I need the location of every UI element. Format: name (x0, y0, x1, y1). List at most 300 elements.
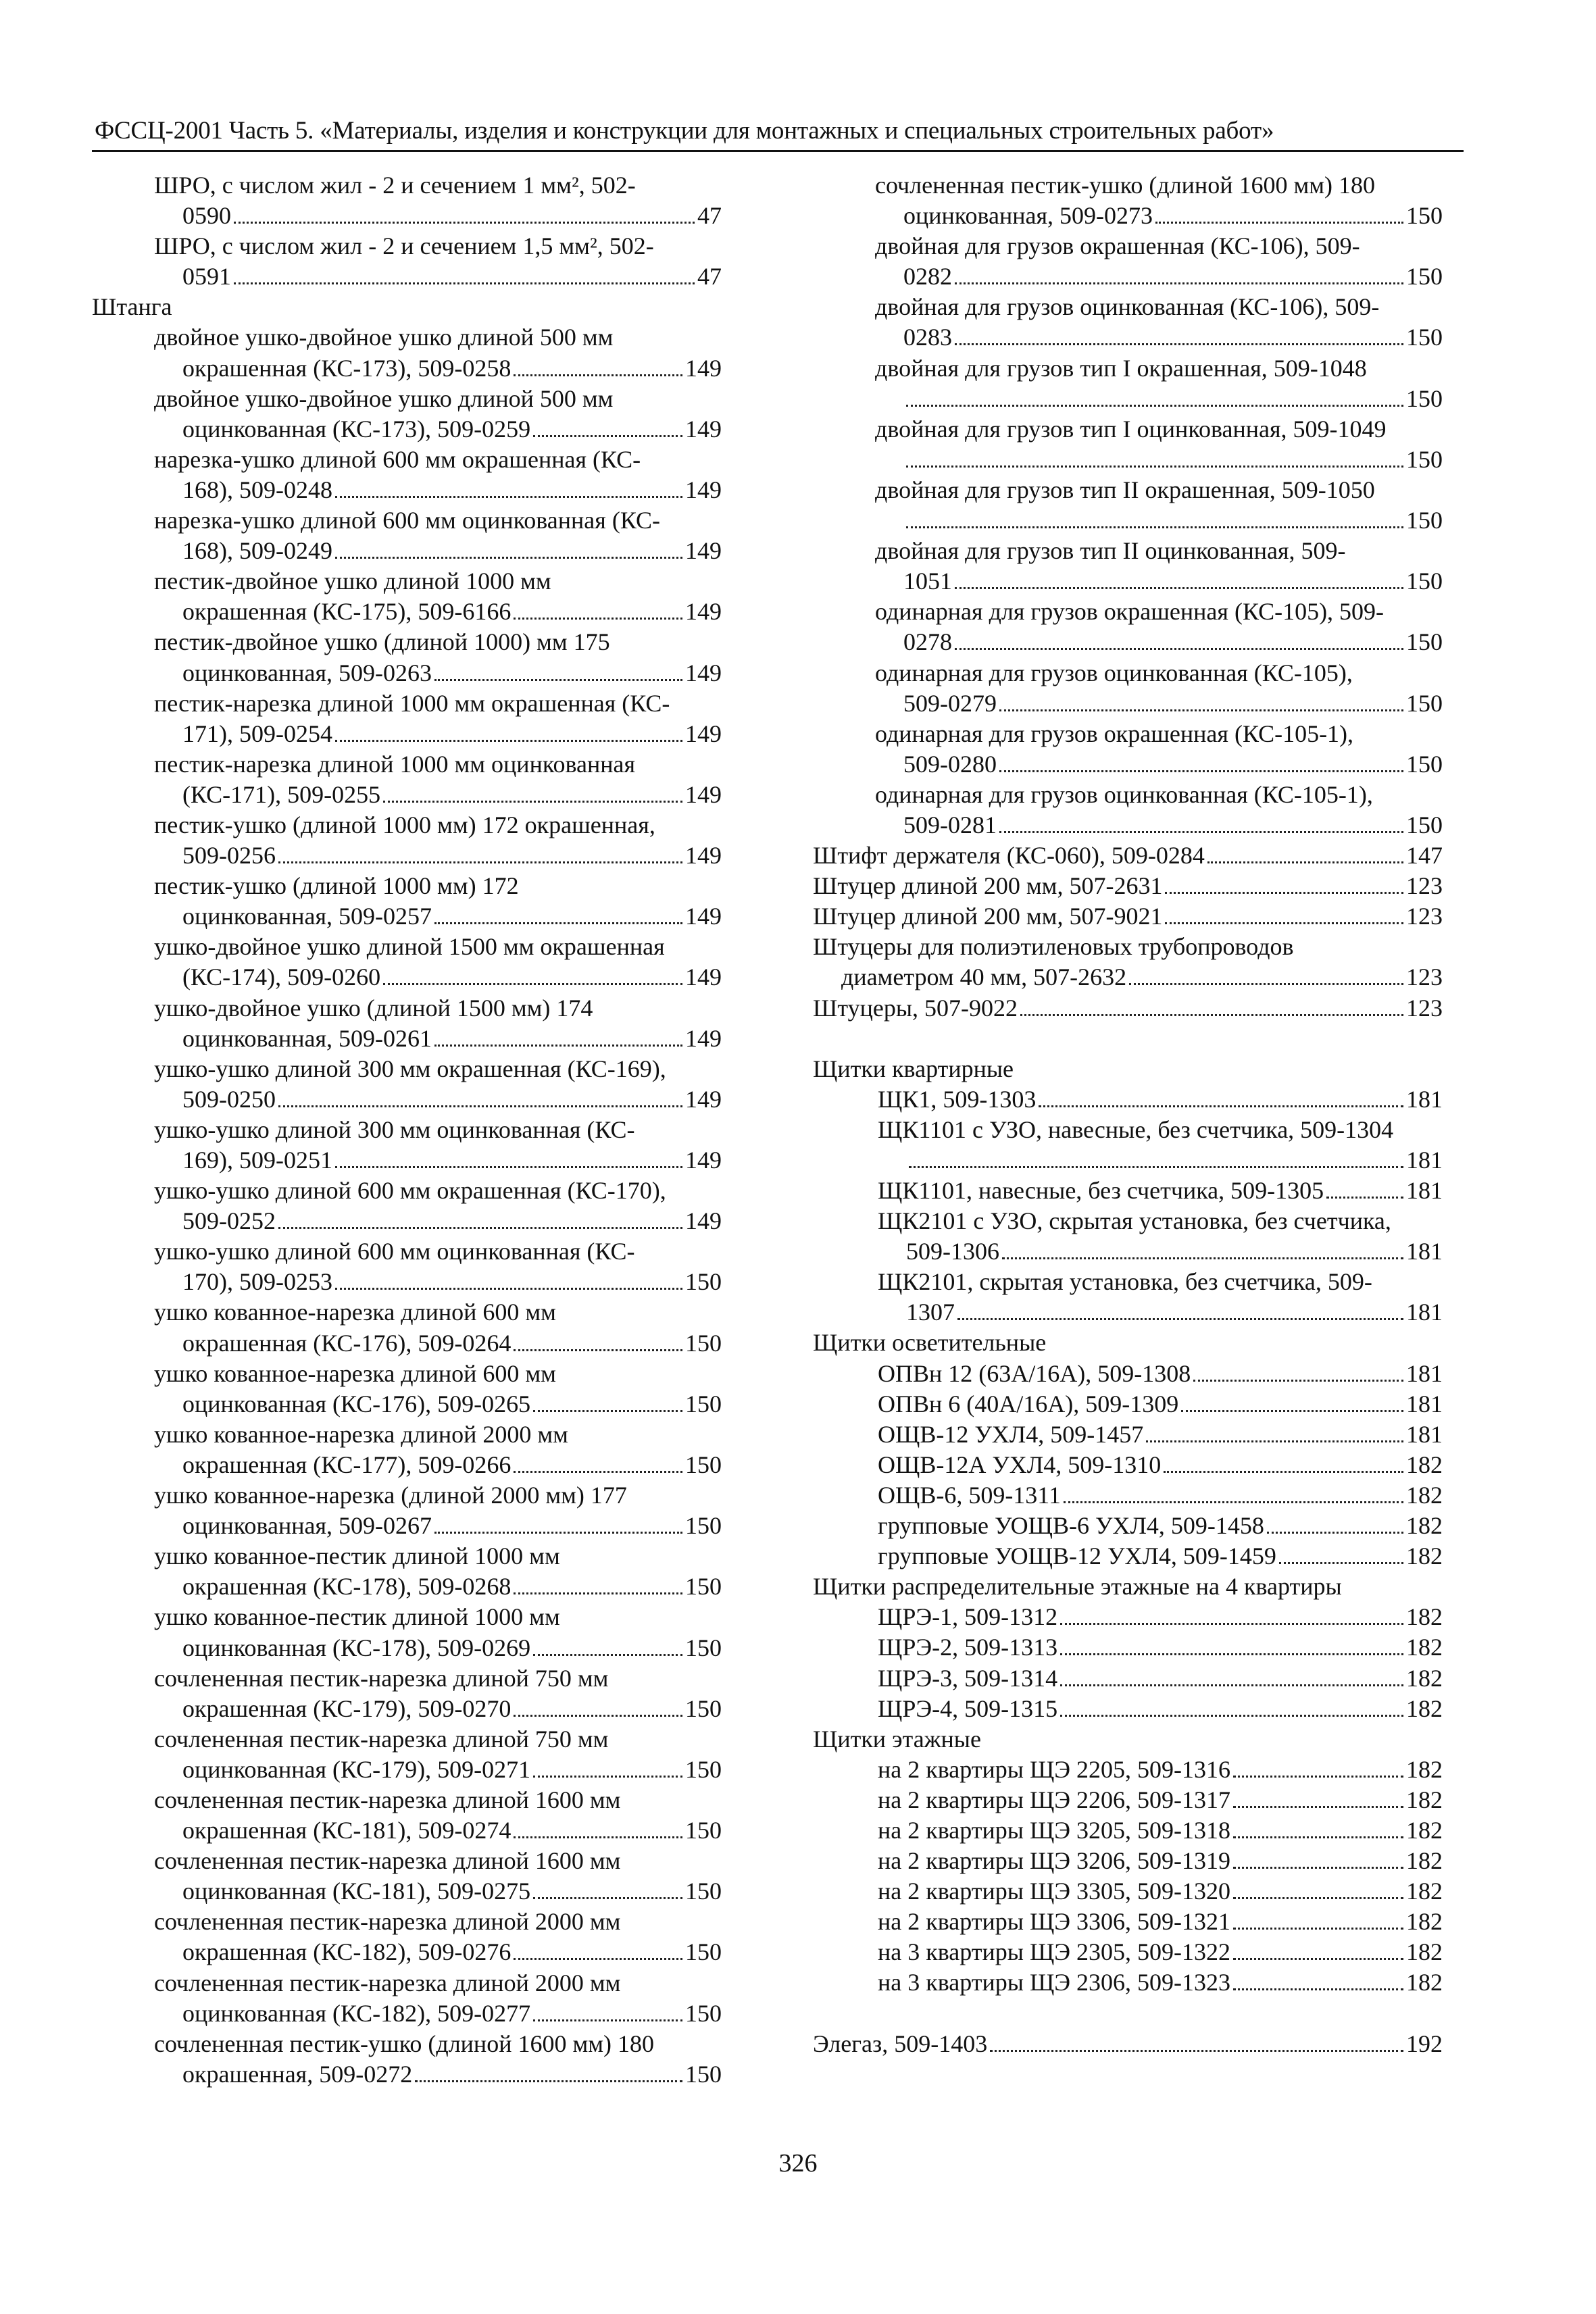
entry-last-line (878, 1419, 1443, 1450)
dot-leader (999, 831, 1403, 833)
entry-text-line: двойная для грузов тип II окрашенная, 509-1050 (875, 476, 1375, 503)
page-reference: 150 (1406, 689, 1443, 717)
page-reference: 149 (685, 963, 722, 991)
dot-leader (533, 1654, 682, 1656)
page-reference: 150 (1406, 324, 1443, 351)
entry-text-line: ушко-ушко длиной 300 мм оцинкованная (КС- (154, 1115, 635, 1143)
entry-text-line: ушко кованное-нарезка длиной 600 мм (154, 1359, 556, 1387)
entry-text-line: пестик-двойное ушко длиной 1000 мм (154, 568, 551, 595)
entry-text-line: на 2 квартиры ЩЭ 3305, 509-1320 (878, 1878, 1231, 1905)
entry-last-line (154, 1206, 722, 1236)
page-reference: 149 (685, 415, 722, 443)
index-entry (92, 1176, 722, 1236)
index-entry (813, 414, 1443, 475)
entry-last-line (154, 1267, 722, 1297)
entry-text-line: сочлененная пестик-ушко (длиной 1600 мм) 180 (875, 172, 1376, 199)
entry-last-line (878, 1967, 1443, 1998)
index-entry (813, 475, 1443, 536)
entry-text-line: окрашенная (КС-175), 509-6166 (182, 598, 512, 626)
entry-text-line: Штуцер длиной 200 мм, 507-2631 (813, 872, 1163, 900)
index-entry (813, 1176, 1443, 1206)
entry-text-line: диаметром 40 мм, 507-2632 (841, 963, 1127, 991)
dot-leader (1164, 1471, 1403, 1473)
index-entry (92, 1968, 722, 2029)
page-reference: 182 (1406, 1512, 1443, 1540)
entry-text-line: ЩРЭ-4, 509-1315 (878, 1694, 1058, 1722)
entry-last-line (154, 1328, 722, 1359)
page-reference: 181 (1406, 1177, 1443, 1204)
entry-last-line (878, 1084, 1443, 1115)
dot-leader (955, 587, 1403, 589)
index-entry (813, 1602, 1443, 1632)
entry-text-line: ушко-ушко длиной 600 мм окрашенная (КС-170), (154, 1177, 666, 1205)
page-reference: 149 (685, 1147, 722, 1174)
entry-text-line: окрашенная (КС-181), 509-0274 (182, 1817, 512, 1844)
heading-text: Щитки квартирные (813, 1055, 1014, 1082)
index-heading (813, 1328, 1443, 1358)
page-reference: 182 (1406, 1816, 1443, 1844)
entry-last-line (875, 445, 1443, 475)
index-entry (813, 780, 1443, 840)
entry-text-line: оцинкованная, 509-0263 (182, 659, 432, 686)
dot-leader (1326, 1197, 1403, 1199)
page-reference: 149 (685, 598, 722, 626)
entry-text-line: 169), 509-0251 (182, 1147, 332, 1174)
page-reference: 150 (685, 1573, 722, 1601)
index-entry (813, 719, 1443, 780)
entry-last-line (878, 1937, 1443, 1967)
dot-leader (434, 679, 682, 681)
page-reference: 150 (685, 1390, 722, 1417)
page-reference: 150 (1406, 568, 1443, 595)
entry-last-line (154, 1389, 722, 1419)
entry-last-line (878, 1602, 1443, 1632)
page-reference: 181 (1406, 1146, 1443, 1174)
index-entry (813, 1480, 1443, 1511)
entry-text-line: Штуцер длиной 200 мм, 507-9021 (813, 903, 1163, 930)
entry-text-line: двойная для грузов тип II оцинкованная, 509- (875, 537, 1346, 565)
entry-text-line: одинарная для грузов оцинкованная (КС-105-1), (875, 780, 1373, 808)
index-entry (92, 445, 722, 505)
page-reference: 150 (685, 1817, 722, 1844)
index-heading (92, 292, 722, 322)
index-entry (813, 1389, 1443, 1419)
index-entry (92, 1359, 722, 1419)
dot-leader (1060, 1684, 1403, 1686)
entry-last-line (154, 536, 722, 566)
entry-text-line: сочлененная пестик-ушко (длиной 1600 мм) 180 (154, 2030, 655, 2057)
index-heading (813, 1724, 1443, 1755)
entry-text-line: двойная для грузов тип I оцинкованная, 509-1049 (875, 415, 1387, 443)
entry-text-line: 0591 (182, 263, 231, 291)
index-entry (813, 993, 1443, 1024)
entry-text-line: пестик-нарезка длиной 1000 мм окрашенная (КС- (154, 689, 670, 717)
page-reference: 150 (685, 1999, 722, 2027)
dot-leader (1193, 1380, 1403, 1382)
page-reference: 182 (1406, 1481, 1443, 1509)
dot-leader (1146, 1440, 1403, 1442)
page-reference: 149 (685, 903, 722, 930)
entry-text-line: групповые УОЩВ-12 УХЛ4, 509-1459 (878, 1542, 1276, 1570)
index-entry (813, 1876, 1443, 1907)
entry-text-line: оцинкованная (КС-179), 509-0271 (182, 1755, 531, 1783)
entry-text-line: 509-0281 (903, 811, 997, 838)
entry-text-line: ОПВн 12 (63А/16А), 509-1308 (878, 1359, 1191, 1387)
dot-leader (1060, 1653, 1403, 1655)
entry-text-line: ушко-двойное ушко (длиной 1500 мм) 174 (154, 994, 593, 1022)
entry-last-line (154, 1755, 722, 1785)
dot-leader (514, 374, 682, 376)
entry-text-line: оцинкованная (КС-181), 509-0275 (182, 1878, 531, 1905)
dot-leader (514, 1592, 682, 1594)
dot-leader (1207, 861, 1403, 863)
index-entry (92, 1785, 722, 1846)
page-reference: 150 (1406, 445, 1443, 473)
index-entry (92, 932, 722, 992)
index-entry (813, 1846, 1443, 1876)
page-reference: 123 (1406, 872, 1443, 900)
entry-text-line: групповые УОЩВ-6 УХЛ4, 509-1458 (878, 1512, 1264, 1540)
entry-text-line: 0590 (182, 202, 231, 230)
dot-leader (1165, 922, 1403, 924)
entry-text-line: Штифт держателя (КС-060), 509-0284 (813, 842, 1205, 870)
entry-last-line (878, 1145, 1443, 1176)
entry-text-line: 509-0252 (182, 1207, 276, 1235)
entry-text-line: 0282 (903, 263, 952, 291)
dot-leader (1233, 1776, 1403, 1778)
entry-last-line (154, 1937, 722, 1967)
dot-leader (1155, 222, 1403, 224)
entry-text-line: 1051 (903, 568, 952, 595)
page-reference: 182 (1406, 1969, 1443, 1996)
index-entry (813, 170, 1443, 231)
entry-text-line: ОЩВ-12А УХЛ4, 509-1310 (878, 1451, 1162, 1478)
index-entry (813, 1663, 1443, 1694)
dot-leader (1279, 1562, 1403, 1564)
entry-last-line (813, 962, 1443, 992)
page-reference: 150 (685, 1268, 722, 1296)
index-entry (813, 1785, 1443, 1815)
dot-leader (533, 1897, 682, 1899)
entry-text-line: двойное ушко-двойное ушко длиной 500 мм (154, 324, 614, 351)
entry-last-line (878, 1694, 1443, 1724)
entry-last-line (154, 1571, 722, 1602)
page-reference: 182 (1406, 1664, 1443, 1692)
dot-leader (1060, 1623, 1403, 1625)
index-entry (813, 871, 1443, 901)
entry-last-line (878, 1846, 1443, 1876)
page-reference: 182 (1406, 1634, 1443, 1661)
index-entry (92, 749, 722, 810)
entry-last-line (813, 993, 1443, 1024)
dot-leader (383, 801, 682, 803)
entry-text-line: ушко кованное-пестик длиной 1000 мм (154, 1542, 560, 1570)
dot-leader (906, 526, 1403, 528)
dot-leader (1002, 1257, 1403, 1259)
entry-text-line: ЩРЭ-2, 509-1313 (878, 1634, 1058, 1661)
entry-text-line: окрашенная (КС-179), 509-0270 (182, 1694, 512, 1722)
index-entry (92, 505, 722, 566)
entry-text-line: оцинкованная, 509-0261 (182, 1024, 432, 1052)
index-entry (813, 2029, 1443, 2059)
dot-leader (434, 922, 682, 924)
entry-text-line: ЩК1101 с УЗО, навесные, без счетчика, 509-1304 (878, 1115, 1394, 1143)
page-reference: 123 (1406, 963, 1443, 991)
entry-text-line: пестик-ушко (длиной 1000 мм) 172 окрашенная, (154, 811, 655, 838)
entry-text-line: ЩРЭ-3, 509-1314 (878, 1664, 1058, 1692)
header-divider (92, 150, 1464, 152)
entry-last-line (878, 1511, 1443, 1541)
dot-leader (1233, 1897, 1403, 1899)
page-reference: 181 (1406, 1420, 1443, 1448)
dot-leader (1233, 1958, 1403, 1960)
entry-text-line: оцинкованная, 509-0273 (903, 202, 1153, 230)
entry-text-line: двойная для грузов оцинкованная (КС-106), 509- (875, 293, 1380, 321)
entry-last-line (878, 1297, 1443, 1328)
page-reference: 149 (685, 842, 722, 870)
index-entry (813, 353, 1443, 414)
entry-text-line: (КС-171), 509-0255 (182, 780, 381, 808)
entry-text-line: 509-0280 (903, 750, 997, 778)
dot-leader (335, 1288, 682, 1290)
dot-leader (1129, 983, 1403, 985)
index-entry (813, 840, 1443, 871)
entry-text-line: на 2 квартиры ЩЭ 3206, 509-1319 (878, 1847, 1231, 1875)
entry-text-line: одинарная для грузов оцинкованная (КС-105), (875, 659, 1353, 686)
dot-leader (514, 1349, 682, 1351)
page-reference: 150 (685, 1878, 722, 1905)
dot-leader (1064, 1501, 1403, 1503)
index-entry (813, 1694, 1443, 1724)
index-entry (92, 231, 722, 292)
page-reference: 192 (1406, 2030, 1443, 2057)
index-entry (92, 1602, 722, 1663)
index-entry (92, 322, 722, 383)
index-entry (92, 627, 722, 688)
page-reference: 150 (1406, 628, 1443, 656)
entry-text-line: ШРО, с числом жил - 2 и сечением 1,5 мм², 502- (154, 232, 654, 260)
index-entry (813, 1267, 1443, 1328)
entry-text-line: ЩК1, 509-1303 (878, 1085, 1037, 1113)
index-entry (92, 1480, 722, 1541)
page-reference: 149 (685, 720, 722, 747)
dot-leader (434, 1045, 682, 1047)
dot-leader (906, 405, 1403, 407)
dot-leader (434, 1532, 682, 1534)
dot-leader (999, 709, 1403, 711)
entry-last-line (875, 566, 1443, 597)
page-number: 326 (778, 2149, 818, 2178)
dot-leader (1060, 1715, 1403, 1717)
page-reference: 150 (685, 1329, 722, 1357)
index-entry (92, 871, 722, 932)
index-gap (813, 1024, 1443, 1054)
entry-text-line: на 3 квартиры ЩЭ 2305, 509-1322 (878, 1938, 1231, 1966)
index-entry (92, 1663, 722, 1724)
entry-text-line: ушко кованное-нарезка длиной 2000 мм (154, 1420, 568, 1448)
page-reference: 147 (1406, 842, 1443, 870)
entry-text-line: на 2 квартиры ЩЭ 2205, 509-1316 (878, 1755, 1231, 1783)
page-reference: 47 (697, 263, 722, 291)
index-entry (92, 566, 722, 627)
entry-last-line (878, 1876, 1443, 1907)
page-reference: 149 (685, 1207, 722, 1235)
page-reference: 150 (685, 1755, 722, 1783)
entry-last-line (878, 1663, 1443, 1694)
entry-text-line: 509-1306 (906, 1238, 999, 1265)
entry-text-line: (КС-174), 509-0260 (182, 963, 381, 991)
page-reference: 182 (1406, 1755, 1443, 1783)
entry-text-line: оцинкованная (КС-176), 509-0265 (182, 1390, 531, 1417)
entry-text-line: окрашенная (КС-173), 509-0258 (182, 354, 512, 382)
page-reference: 149 (685, 780, 722, 808)
page-reference: 150 (685, 1451, 722, 1478)
index-entry (813, 1419, 1443, 1450)
dot-leader (1267, 1532, 1403, 1534)
index-gap (813, 1998, 1443, 2029)
entry-text-line: ОЩВ-6, 509-1311 (878, 1481, 1061, 1509)
entry-last-line (154, 1511, 722, 1541)
entry-text-line: ушко кованное-нарезка (длиной 2000 мм) 177 (154, 1482, 627, 1509)
entry-text-line: сочлененная пестик-нарезка длиной 750 мм (154, 1664, 609, 1692)
heading-text: Штанга (92, 293, 172, 321)
page-reference: 149 (685, 659, 722, 686)
page-reference: 123 (1406, 903, 1443, 930)
dot-leader (909, 1166, 1403, 1168)
entry-last-line (154, 353, 722, 384)
entry-text-line: окрашенная (КС-176), 509-0264 (182, 1329, 512, 1357)
index-entry (813, 292, 1443, 353)
index-entry (92, 993, 722, 1054)
index-entry (813, 1084, 1443, 1115)
entry-last-line (154, 1450, 722, 1480)
dot-leader (906, 466, 1403, 468)
dot-leader (533, 1410, 682, 1412)
index-entry (813, 1206, 1443, 1267)
dot-leader (990, 2050, 1403, 2052)
index-entry (813, 1815, 1443, 1846)
page-reference: 150 (685, 1694, 722, 1722)
page-reference: 182 (1406, 1451, 1443, 1478)
dot-leader (999, 770, 1403, 772)
entry-last-line (875, 810, 1443, 840)
entry-text-line: окрашенная (КС-178), 509-0268 (182, 1573, 512, 1601)
dot-leader (514, 1471, 682, 1473)
entry-last-line (878, 1907, 1443, 1937)
dot-leader (1233, 1806, 1403, 1808)
dot-leader (514, 618, 682, 620)
page-reference: 181 (1406, 1299, 1443, 1326)
page-reference: 150 (1406, 384, 1443, 412)
index-entry (92, 170, 722, 231)
entry-text-line: одинарная для грузов окрашенная (КС-105), 509- (875, 598, 1385, 626)
page-reference: 181 (1406, 1359, 1443, 1387)
index-entry (813, 1359, 1443, 1389)
entry-last-line (875, 688, 1443, 719)
entry-text-line: на 2 квартиры ЩЭ 2206, 509-1317 (878, 1786, 1231, 1813)
entry-last-line (154, 201, 722, 231)
entry-text-line: ушко кованное-нарезка длиной 600 мм (154, 1299, 556, 1326)
dot-leader (335, 496, 682, 498)
entry-last-line (154, 1694, 722, 1724)
page-reference: 149 (685, 1024, 722, 1052)
page-reference: 150 (685, 1938, 722, 1966)
entry-text-line: ушко-ушко длиной 300 мм окрашенная (КС-169), (154, 1055, 666, 1082)
entry-text-line: Элегаз, 509-1403 (813, 2030, 988, 2057)
entry-text-line: сочлененная пестик-нарезка длиной 2000 мм (154, 1908, 621, 1936)
page-reference: 182 (1406, 1938, 1443, 1966)
index-entry (813, 658, 1443, 719)
index-entry (92, 1297, 722, 1358)
entry-text-line: пестик-двойное ушко (длиной 1000) мм 175 (154, 628, 610, 656)
index-heading (813, 1571, 1443, 1602)
entry-last-line (813, 871, 1443, 901)
entry-last-line (813, 901, 1443, 932)
entry-text-line: ЩК2101 с УЗО, скрытая установка, без счетчика, (878, 1207, 1391, 1235)
entry-text-line: нарезка-ушко длиной 600 мм окрашенная (КС- (154, 445, 641, 473)
page-reference: 181 (1406, 1085, 1443, 1113)
page-reference: 182 (1406, 1542, 1443, 1570)
entry-text-line: 1307 (906, 1299, 955, 1326)
entry-text-line: пестик-нарезка длиной 1000 мм оцинкованная (154, 750, 636, 778)
index-entry (813, 901, 1443, 932)
heading-text: Щитки этажные (813, 1725, 981, 1753)
entry-text-line: 168), 509-0248 (182, 476, 332, 503)
entry-last-line (154, 1815, 722, 1846)
entry-last-line (878, 1755, 1443, 1785)
entry-text-line: оцинкованная, 509-0267 (182, 1512, 432, 1540)
entry-text-line: Штуцеры для полиэтиленовых трубопроводов (813, 933, 1294, 961)
entry-last-line (875, 322, 1443, 353)
dot-leader (957, 1318, 1403, 1320)
index-entry (92, 1724, 722, 1785)
index-entry (813, 1541, 1443, 1571)
page-reference: 182 (1406, 1603, 1443, 1631)
entry-last-line (154, 1145, 722, 1176)
entry-text-line: на 2 квартиры ЩЭ 3205, 509-1318 (878, 1816, 1231, 1844)
entry-last-line (154, 597, 722, 627)
index-entry (92, 1054, 722, 1115)
index-entry (92, 1236, 722, 1297)
entry-last-line (875, 627, 1443, 657)
entry-text-line: оцинкованная, 509-0257 (182, 903, 432, 930)
dot-leader (533, 435, 682, 437)
entry-last-line (154, 1998, 722, 2029)
entry-last-line (154, 2059, 722, 2090)
entry-last-line (154, 1876, 722, 1907)
entry-text-line: окрашенная (КС-177), 509-0266 (182, 1451, 512, 1478)
dot-leader (278, 1227, 682, 1229)
entry-text-line: 509-0256 (182, 842, 276, 870)
entry-last-line (878, 1815, 1443, 1846)
entry-last-line (813, 2029, 1443, 2059)
page-reference: 150 (1406, 507, 1443, 534)
page-reference: 150 (1406, 811, 1443, 838)
entry-text-line: ушко-двойное ушко длиной 1500 мм окрашенная (154, 933, 665, 961)
page-reference: 150 (1406, 202, 1443, 230)
index-entry (92, 1419, 722, 1480)
entry-last-line (154, 840, 722, 871)
entry-last-line (878, 1541, 1443, 1571)
page-reference: 149 (685, 537, 722, 565)
entry-text-line: на 3 квартиры ЩЭ 2306, 509-1323 (878, 1969, 1231, 1996)
entry-last-line (154, 658, 722, 688)
page-reference: 150 (685, 2060, 722, 2088)
dot-leader (1233, 1836, 1403, 1838)
page-reference: 182 (1406, 1847, 1443, 1875)
entry-last-line (875, 201, 1443, 231)
entry-text-line: 168), 509-0249 (182, 537, 332, 565)
